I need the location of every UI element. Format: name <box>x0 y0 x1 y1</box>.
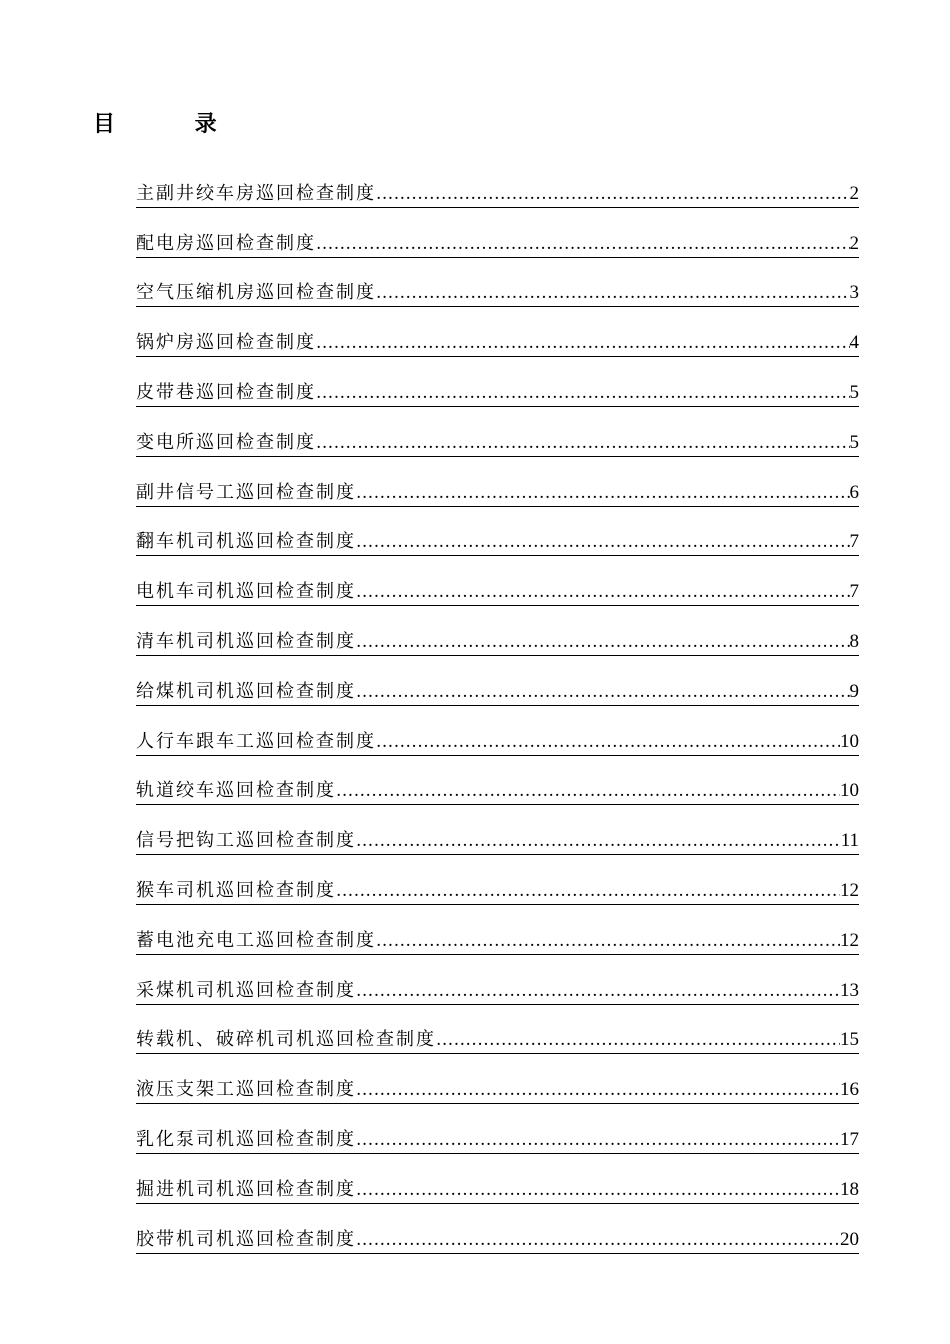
toc-entry-page: 20 <box>840 1228 859 1250</box>
toc-entry[interactable] <box>136 706 859 756</box>
toc-entry-title: 信号把钩工巡回检查制度 <box>136 830 356 852</box>
toc-entry-page: 3 <box>849 282 859 304</box>
toc-entry-page: 7 <box>849 581 859 603</box>
toc-entry[interactable] <box>136 855 859 905</box>
toc-entry-page: 4 <box>849 332 859 354</box>
toc-entry-page: 7 <box>849 531 859 553</box>
toc-entry-title: 皮带巷巡回检查制度 <box>136 381 316 403</box>
toc-dot-leader <box>376 281 850 305</box>
toc-heading: 目 录 <box>93 112 253 137</box>
toc-dot-leader <box>356 1128 840 1152</box>
toc-entry[interactable] <box>136 955 859 1005</box>
toc-dot-leader <box>356 1078 840 1102</box>
toc-dot-leader <box>356 630 850 654</box>
toc-entry-title: 主副井绞车房巡回检查制度 <box>136 182 376 204</box>
toc-dot-leader <box>376 182 850 206</box>
toc-dot-leader <box>336 779 840 803</box>
toc-entry-page: 15 <box>840 1029 859 1051</box>
toc-dot-leader <box>336 879 840 903</box>
toc-entry[interactable] <box>136 1154 859 1204</box>
toc-entry[interactable] <box>136 1104 859 1154</box>
table-of-contents <box>136 158 859 1254</box>
toc-entry-title: 转载机、破碎机司机巡回检查制度 <box>136 1029 436 1051</box>
toc-entry-page: 6 <box>849 481 859 503</box>
toc-dot-leader <box>356 530 850 554</box>
toc-dot-leader <box>356 829 841 853</box>
toc-entry-title: 人行车跟车工巡回检查制度 <box>136 730 376 752</box>
toc-entry[interactable] <box>136 507 859 557</box>
toc-entry[interactable] <box>136 407 859 457</box>
toc-entry-title: 采煤机司机巡回检查制度 <box>136 979 356 1001</box>
toc-entry-page: 2 <box>849 182 859 204</box>
toc-entry[interactable] <box>136 606 859 656</box>
toc-dot-leader <box>316 381 850 405</box>
toc-entry-title: 空气压缩机房巡回检查制度 <box>136 282 376 304</box>
toc-entry-page: 12 <box>840 929 859 951</box>
toc-entry-title: 蓄电池充电工巡回检查制度 <box>136 929 376 951</box>
toc-entry-title: 锅炉房巡回检查制度 <box>136 332 316 354</box>
toc-entry-page: 11 <box>840 830 859 852</box>
toc-entry-title: 配电房巡回检查制度 <box>136 232 316 254</box>
toc-dot-leader <box>376 730 840 754</box>
toc-entry[interactable] <box>136 905 859 955</box>
toc-entry-title: 液压支架工巡回检查制度 <box>136 1079 356 1101</box>
toc-entry[interactable] <box>136 805 859 855</box>
toc-entry-page: 12 <box>840 879 859 901</box>
toc-dot-leader <box>356 1178 840 1202</box>
toc-entry-title: 掘进机司机巡回检查制度 <box>136 1178 356 1200</box>
toc-entry[interactable] <box>136 1204 859 1254</box>
toc-entry[interactable] <box>136 1005 859 1055</box>
toc-entry-title: 电机车司机巡回检查制度 <box>136 581 356 603</box>
toc-entry-page: 8 <box>849 630 859 652</box>
toc-entry[interactable] <box>136 656 859 706</box>
toc-entry-title: 副井信号工巡回检查制度 <box>136 481 356 503</box>
toc-dot-leader <box>356 1228 840 1252</box>
toc-dot-leader <box>376 929 840 953</box>
toc-entry-title: 胶带机司机巡回检查制度 <box>136 1228 356 1250</box>
toc-entry[interactable] <box>136 556 859 606</box>
toc-entry-page: 18 <box>840 1178 859 1200</box>
toc-entry-page: 16 <box>840 1079 859 1101</box>
toc-entry-page: 10 <box>840 780 859 802</box>
toc-entry-page: 13 <box>840 979 859 1001</box>
toc-entry[interactable] <box>136 457 859 507</box>
toc-entry[interactable] <box>136 1054 859 1104</box>
toc-entry-page: 5 <box>849 431 859 453</box>
toc-entry-page: 10 <box>840 730 859 752</box>
toc-entry[interactable] <box>136 756 859 806</box>
toc-entry-title: 乳化泵司机巡回检查制度 <box>136 1128 356 1150</box>
toc-dot-leader <box>316 331 850 355</box>
toc-dot-leader <box>436 1028 840 1052</box>
toc-dot-leader <box>316 232 850 256</box>
toc-dot-leader <box>356 580 850 604</box>
toc-entry-page: 17 <box>840 1128 859 1150</box>
toc-entry-title: 翻车机司机巡回检查制度 <box>136 531 356 553</box>
toc-entry-title: 猴车司机巡回检查制度 <box>136 879 336 901</box>
toc-dot-leader <box>356 481 850 505</box>
toc-entry[interactable] <box>136 208 859 258</box>
toc-entry-title: 给煤机司机巡回检查制度 <box>136 680 356 702</box>
toc-entry-title: 轨道绞车巡回检查制度 <box>136 780 336 802</box>
toc-entry-page: 5 <box>849 381 859 403</box>
toc-entry-page: 2 <box>849 232 859 254</box>
toc-entry[interactable] <box>136 357 859 407</box>
toc-dot-leader <box>356 680 850 704</box>
toc-dot-leader <box>316 431 850 455</box>
toc-entry-title: 变电所巡回检查制度 <box>136 431 316 453</box>
toc-dot-leader <box>356 979 840 1003</box>
toc-entry[interactable] <box>136 258 859 308</box>
toc-entry-page: 9 <box>849 680 859 702</box>
toc-entry[interactable] <box>136 307 859 357</box>
toc-entry[interactable] <box>136 158 859 208</box>
toc-entry-title: 清车机司机巡回检查制度 <box>136 630 356 652</box>
